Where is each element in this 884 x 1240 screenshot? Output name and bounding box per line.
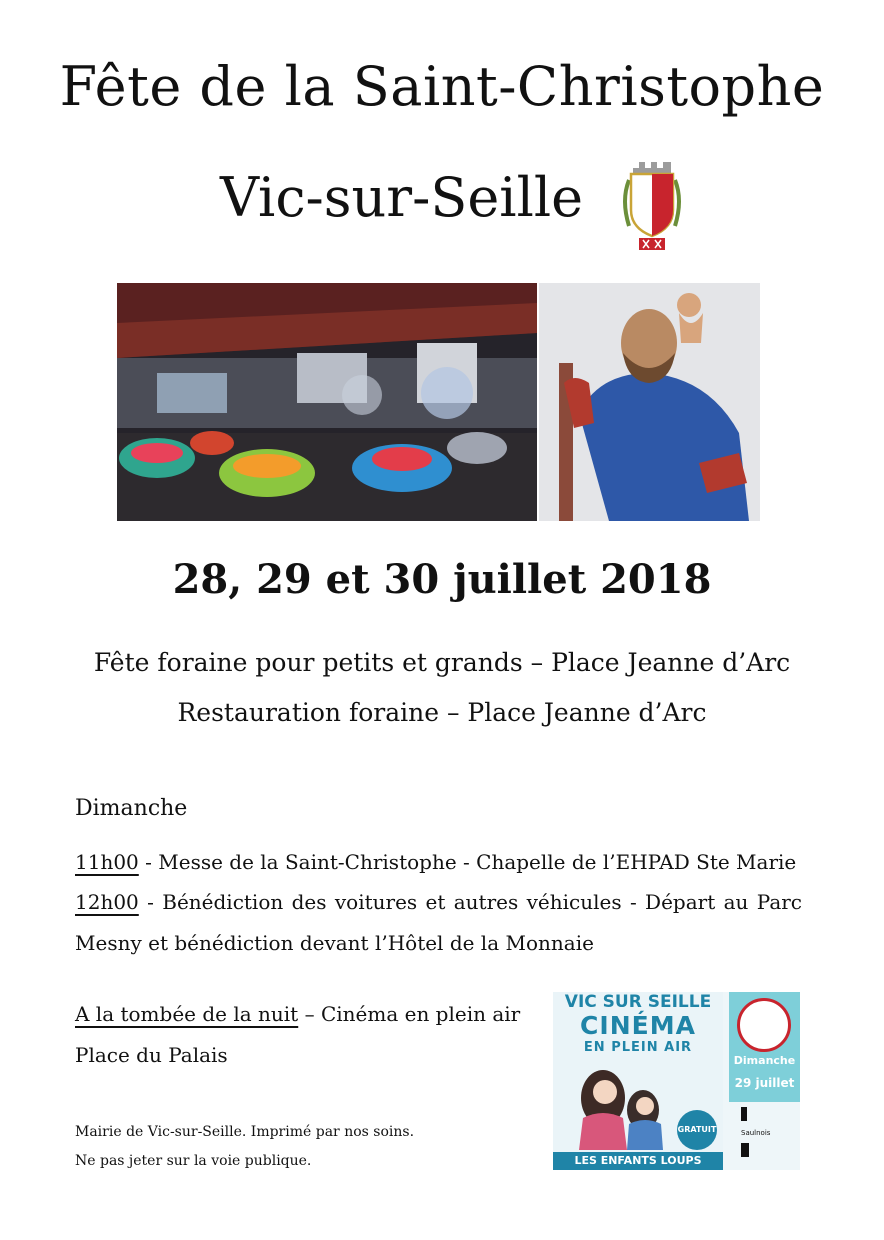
- sponsor-name: Saulnois: [741, 1129, 771, 1137]
- poster-town: VIC SUR SEILLE: [564, 992, 712, 1012]
- free-badge: GRATUIT: [677, 1110, 717, 1150]
- saint-christophe-statue-photo: [539, 283, 760, 521]
- poster-date-panel: [729, 992, 800, 1102]
- sponsor-logos: [741, 1107, 791, 1167]
- poster-subtitle: EN PLEIN AIR: [583, 1040, 693, 1055]
- bumper-cars-illustration: [117, 283, 537, 521]
- poster-cinema: CINÉMA: [580, 1011, 696, 1040]
- poster-date: 29 juillet: [734, 1076, 795, 1090]
- footer-note: [75, 1118, 414, 1176]
- day-heading: Dimanche: [75, 796, 188, 821]
- food-line: Restauration foraine – Place Jeanne d’Arc: [177, 698, 707, 727]
- statue-illustration: [539, 283, 760, 521]
- poster-film: LES ENFANTS LOUPS: [553, 1152, 723, 1170]
- program-item: [75, 842, 802, 883]
- program-item: [75, 882, 802, 964]
- program-time: 11h00: [75, 850, 139, 874]
- cinema-poster: [553, 992, 800, 1170]
- program-text: - Messe de la Saint-Christophe - Chapelle de l’EHPAD Ste Marie: [138, 850, 797, 874]
- page-subtitle: Vic-sur-Seille: [220, 166, 584, 229]
- cinema-info: [75, 994, 520, 1076]
- event-date: 28, 29 et 30 juillet 2018: [172, 556, 712, 603]
- sponsor-logo-icon: [741, 1143, 749, 1157]
- cinema-place: Place du Palais: [75, 1043, 228, 1067]
- footer-line: Ne pas jeter sur la voie publique.: [75, 1153, 312, 1169]
- fair-line: Fête foraine pour petits et grands – Place Jeanne d’Arc: [93, 648, 791, 677]
- program-text: - Bénédiction des voitures et autres véhicules - Départ au Parc Mesny et bénédiction devant l’Hôtel de la Monnaie: [75, 890, 802, 955]
- footer-line: Mairie de Vic-sur-Seille. Imprimé par nos soins.: [75, 1124, 415, 1140]
- coat-of-arms-icon: [617, 158, 687, 254]
- page-title: Fête de la Saint-Christophe: [59, 55, 825, 118]
- program-time: 12h00: [75, 890, 139, 914]
- festival-logo-icon: [737, 998, 791, 1052]
- sponsor-logo-icon: [741, 1107, 747, 1121]
- poster-day: Dimanche: [733, 1054, 796, 1067]
- poster-main: [553, 992, 723, 1170]
- cinema-time: A la tombée de la nuit: [75, 1002, 299, 1026]
- bumper-cars-photo: [117, 283, 537, 521]
- cinema-text: – Cinéma en plein air: [298, 1002, 521, 1026]
